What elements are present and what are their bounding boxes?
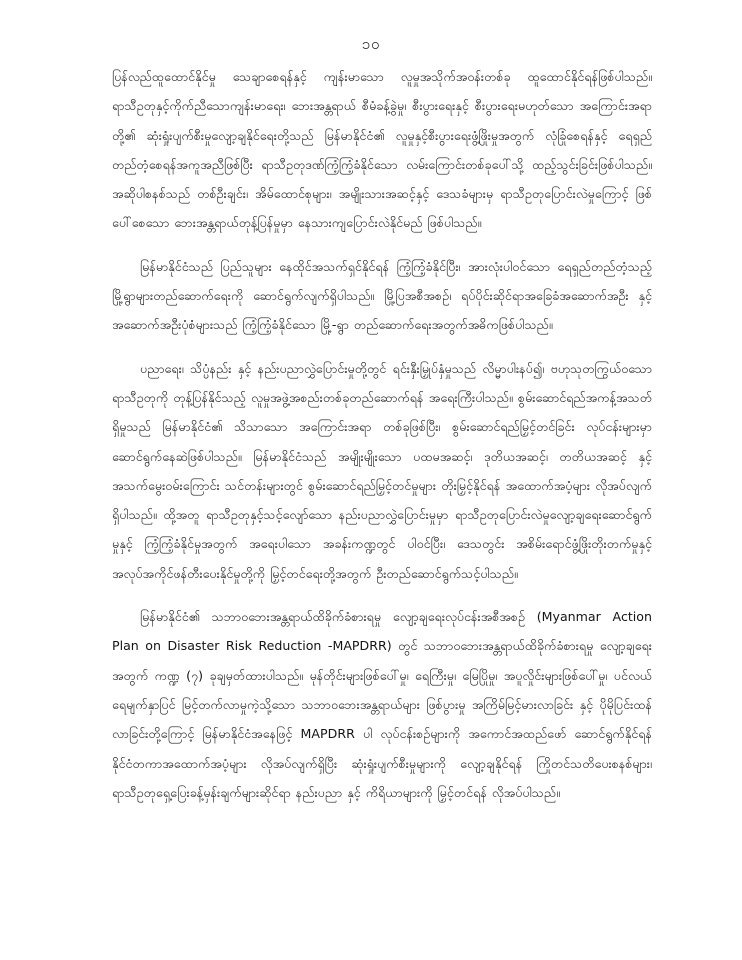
paragraph-education-technology: ပညာရေး၊ သိပ္ပံနည်း နှင့် နည်းပညာလွှဲပြောင်းမှုတို့တွင် ရင်းနှီးမြှုပ်နှံမှုသည် လိမ္မာပါးနပ်၍၊ ဗဟုသုတကြွယ်ဝသော ရာသီဥတုကို တုန့်ပြန်နိုင်သည့် လူမှုအဖွဲ့အစည်းတစ်ခုတည်ဆောက်ရန် အရေးကြီးပါသည်။ စွမ်းဆောင်ရည်အကန့်အသတ်ရှိမှုသည် မြန်မာနိုင်ငံ၏ သိသာသော အကြောင်းအရာ တစ်ခုဖြစ်ပြီး၊ စွမ်းဆောင်ရည်မြှင့်တင်ခြင်း လုပ်ငန်းများမှာ ဆောင်ရွက်နေဆဲဖြစ်ပါသည်။ မြန်မာနိုင်ငံသည် အမျိုးမျိုးသော ပထမအဆင့်၊ ဒုတိယအဆင့်၊ တတိယအဆင့် နှင့် အသက်မွေးဝမ်းကြောင်း သင်တန်းများတွင် စွမ်းဆောင်ရည်မြှင့်တင်မှုများ တိုးမြှင့်နိုင်ရန် အထောက်အပံ့များ လိုအပ်လျက်ရှိပါသည်။ ထို့အတူ ရာသီဥတုနှင့်သင့်လျော်သော နည်းပညာလွှဲပြောင်းမှုမှာ ရာသီဥတုပြောင်းလဲမှုလျော့ချရေးဆောင်ရွက်မှုနှင့် ကြံ့ကြံ့ခံနိုင်မှုအတွက် အရေးပါသော အခန်းကဏ္ဍတွင် ပါဝင်ပြီး၊ ဒေသတွင်း အစိမ်းရောင်ဖွံ့ဖြိုးတိုးတက်မှုနှင့် အလုပ်အကိုင်ဖန်တီးပေးနိုင်မှုတို့ကို မြှင့်တင်ရေးတို့အတွက် ဦးတည်ဆောင်ရွက်သင့်ပါသည်။ <box>112 360 652 581</box>
page-number: ၁၀ <box>361 35 381 53</box>
paragraph-resilient-cities: မြန်မာနိုင်ငံသည် ပြည်သူများ နေထိုင်အသက်ရှင်နိုင်ရန် ကြံ့ကြံ့ခံနိုင်ပြီး၊ အားလုံးပါဝင်သော ရေရှည်တည်တံ့သည့် မြို့ရွာများတည်ဆောက်ရေးကို ဆောင်ရွက်လျက်ရှိပါသည်။ မြို့ပြအစီအစဉ်၊ ရပ်ပိုင်းဆိုင်ရာအခြေခံအဆောက်အဦး နှင့် အဆောက်အဦးပုံစံများသည် ကြံ့ကြံ့ခံနိုင်သော မြို့-ရွာ တည်ဆောက်ရေးအတွက်အဓိကဖြစ်ပါသည်။ <box>112 258 652 333</box>
document-body <box>112 62 652 807</box>
paragraph-continuation: ပြန်လည်ထူထောင်နိုင်မှု သေချာစေရန်နှင့် ကျန်းမာသော လူမှုအသိုက်အဝန်းတစ်ခု ထူထောင်နိုင်ရန်ဖြစ်ပါသည်။ ရာသီဥတုနှင့်ကိုက်ညီသောကျန်းမာရေး၊ ဘေးအန္တရာယ် စီမံခန့်ခွဲမှု၊ စီးပွားရေးနှင့် စီးပွားရေးမဟုတ်သော အကြောင်းအရာတို့၏ ဆုံးရှုံးပျက်စီးမှုလျော့ချနိုင်ရေးတို့သည် မြန်မာနိုင်ငံ၏ လူမှုနှင့်စီးပွားရေးဖွံ့ဖြိုးမှုအတွက် လုံခြုံစေရန်နှင့် ရေရှည်တည်တံ့စေရန်အကူအညီဖြစ်ပြီး ရာသီဥတုဒဏ်ကြံ့ကြံ့ခံနိုင်သော လမ်းကြောင်းတစ်ခုပေါ်သို့ ထည့်သွင်းခြင်းဖြစ်ပါသည်။ အဆိုပါစနစ်သည် တစ်ဦးချင်း၊ အိမ်ထောင်စုများ၊ အမျိုးသားအဆင့်နှင့် ဒေသခံများမှ ရာသီဥတုပြောင်းလဲမှုကြောင့် ဖြစ်ပေါ်စေသော ဘေးအန္တရာယ်တုန့်ပြန်မှုမှာ နေသားကျပြောင်းလဲနိုင်မည် ဖြစ်ပါသည်။ <box>112 69 652 231</box>
paragraph-disaster-risk-reduction: မြန်မာနိုင်ငံ၏ သဘာဝဘေးအန္တရာယ်ထိခိုက်ခံစားရမှု လျော့ချရေးလုပ်ငန်းအစီအစဉ် (Myanmar Action Plan on Disaster Risk Reduction -MAPDRR) တွင် သဘာဝဘေးအန္တရာယ်ထိခိုက်ခံစားရမှု လျော့ချရေးအတွက် ကဏ္ဍ (၇) ခုချမှတ်ထားပါသည်။ မုန်တိုင်းများဖြစ်ပေါ်မှု၊ ရေကြီးမှု၊ မြေပြိုမှု၊ အပူလှိုင်းများဖြစ်ပေါ်မှု၊ ပင်လယ်ရေမျက်နှာပြင် မြင့်တက်လာမှုကဲ့သို့သော သဘာဝဘေးအန္တရာယ်များ ဖြစ်ပွားမှု အကြိမ်မြင့်မားလာခြင်း နှင့် ပိုမိုပြင်းထန်လာခြင်းတို့ကြောင့် မြန်မာနိုင်ငံအနေဖြင့် MAPDRR ပါ လုပ်ငန်းစဉ်များကို အကောင်အထည်ဖော် ဆောင်ရွက်နိုင်ရန် နိုင်ငံတကာအထောက်အပံ့များ လိုအပ်လျက်ရှိပြီး ဆုံးရှုံးပျက်စီးမှုများကို လျော့ချနိုင်ရန် ကြိုတင်သတိပေးစနစ်များ၊ ရာသီဥတုရှေ့ပြေးခန့်မှန်းချက်များဆိုင်ရာ နည်းပညာ နှင့် ကိရိယာများကို မြှင့်တင်ရန် လိုအပ်ပါသည်။ <box>112 609 652 800</box>
